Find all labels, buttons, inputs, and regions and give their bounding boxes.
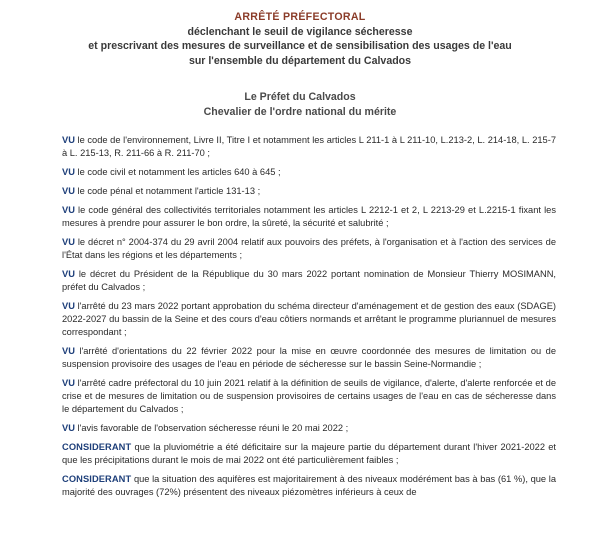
- clause-vu-arrete-sdage: [62, 300, 556, 339]
- clause-vu-code-penal: [62, 185, 556, 198]
- clause-keyword: VU: [62, 205, 75, 215]
- clause-list: [62, 134, 556, 499]
- clause-text: le code civil et notamment les articles 640 à 645 ;: [74, 167, 281, 177]
- clause-vu-decret-2004: [62, 236, 556, 262]
- clause-vu-code-environnement: [62, 134, 556, 160]
- clause-text: le décret n° 2004-374 du 29 avril 2004 relatif aux pouvoirs des préfets, à l'organisation et à l'action des services de l'État dans les régions et les départements ;: [62, 237, 556, 260]
- clause-text: l'arrêté d'orientations du 22 février 2022 pour la mise en œuvre coordonnée des mesures de limitation ou de suspension provisoire des usages de l'eau en période de sécheresse sur le bassin Seine-Normandie ;: [62, 346, 556, 369]
- authority-title: Le Préfet du Calvados: [244, 91, 356, 103]
- clause-text: l'avis favorable de l'observation sécheresse réuni le 20 mai 2022 ;: [74, 423, 349, 433]
- clause-keyword: VU: [62, 135, 75, 145]
- decree-subtitle-line-1: déclenchant le seuil de vigilance sécheresse: [187, 25, 413, 38]
- clause-keyword: CONSIDERANT: [62, 474, 132, 484]
- authority-honor: Chevalier de l'ordre national du mérite: [203, 105, 397, 118]
- clause-text: l'arrêté cadre préfectoral du 10 juin 2021 relatif à la définition de seuils de vigilance, d'alerte, d'alerte renforcée et de crise et de mesures de limitation ou de suspension provisoires de certains usages de l'eau en cas de sécheresse dans le département du Calvados ;: [62, 378, 556, 414]
- clause-keyword: VU: [62, 237, 75, 247]
- clause-keyword: VU: [62, 423, 75, 433]
- authority-block: [0, 90, 600, 119]
- clause-vu-code-civil: [62, 166, 556, 179]
- clause-considerant-aquiferes: [62, 473, 556, 499]
- clause-text: le décret du Président de la République du 30 mars 2022 portant nomination de Monsieur Thierry MOSIMANN, préfet du Calvados ;: [62, 269, 556, 292]
- decree-subtitle-line-2: et prescrivant des mesures de surveillance et de sensibilisation des usages de l'eau: [88, 40, 512, 52]
- clause-vu-cgct: [62, 204, 556, 230]
- clause-vu-arrete-orientations: [62, 345, 556, 371]
- decree-subtitle-line-3: sur l'ensemble du département du Calvados: [188, 54, 412, 67]
- clause-vu-arrete-cadre: [62, 377, 556, 416]
- clause-vu-avis: [62, 422, 556, 435]
- clause-text: le code général des collectivités territoriales notamment les articles L 2212-1 et 2, L 2213-29 et L.2215-1 fixant les mesures à prendre pour assurer le bon ordre, la sûreté, la sécurité et salubrité ;: [62, 205, 556, 228]
- decree-title-block: [0, 10, 600, 68]
- clause-text: que la situation des aquifères est majoritairement à des niveaux modérément bas à bas (61 %), que la majorité des ouvrages (72%) présentent des niveaux piézomètres inférieurs à ceux de: [62, 474, 556, 497]
- clause-vu-decret-nomination: [62, 268, 556, 294]
- decree-title: ARRÊTÉ PRÉFECTORAL: [234, 11, 366, 23]
- clause-considerant-pluviometrie: [62, 441, 556, 467]
- clause-keyword: VU: [62, 167, 75, 177]
- clause-text: le code de l'environnement, Livre II, Titre I et notamment les articles L 211-1 à L 211-10, L.213-2, L. 214-18, L. 215-7 à L. 215-13, R. 211-66 à R. 211-70 ;: [62, 135, 556, 158]
- clause-keyword: VU: [62, 269, 75, 279]
- clause-keyword: VU: [62, 186, 75, 196]
- clause-text: que la pluviométrie a été déficitaire sur la majeure partie du département durant l'hiver 2021-2022 et que les précipitations durant le mois de mai 2022 ont été particulièrement faibles ;: [62, 442, 556, 465]
- clause-text: le code pénal et notamment l'article 131-13 ;: [74, 186, 261, 196]
- clause-keyword: CONSIDERANT: [62, 442, 132, 452]
- clause-keyword: VU: [62, 346, 75, 356]
- clause-keyword: VU: [62, 301, 75, 311]
- clause-text: l'arrêté du 23 mars 2022 portant approbation du schéma directeur d'aménagement et de gestion des eaux (SDAGE) 2022-2027 du bassin de la Seine et des cours d'eau côtiers normands et arrêtant le programme pluriannuel de mesures correspondant ;: [62, 301, 556, 337]
- clause-keyword: VU: [62, 378, 75, 388]
